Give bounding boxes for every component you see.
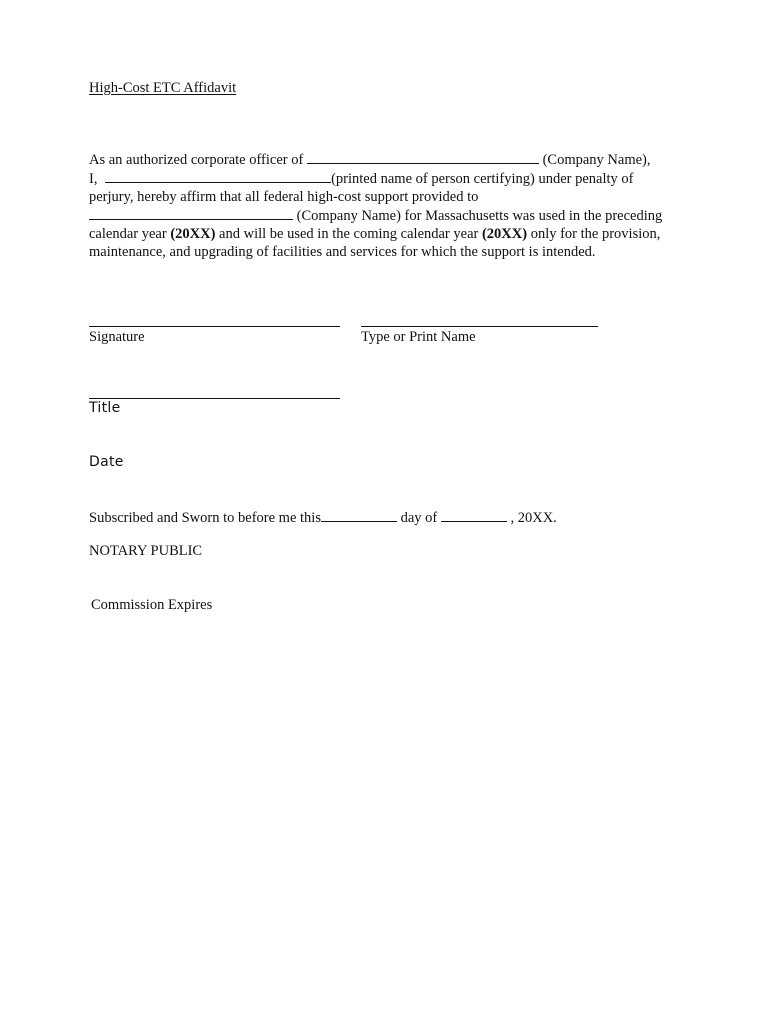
print-name-line[interactable] xyxy=(361,326,598,327)
line2-head: I, xyxy=(89,171,98,187)
printed-name-blank[interactable] xyxy=(105,169,331,183)
affidavit-paragraph xyxy=(89,150,709,261)
commission-expires-label: Commission Expires xyxy=(91,597,213,613)
coming-year: (20XX) xyxy=(481,226,528,242)
line5-a: calendar year xyxy=(89,226,167,242)
signature-label: Signature xyxy=(89,329,145,345)
company-name-blank-1[interactable] xyxy=(307,150,539,164)
sworn-suffix: , 20XX. xyxy=(510,510,557,526)
sworn-prefix: Subscribed and Sworn to before me this xyxy=(89,510,321,526)
notary-public-label: NOTARY PUBLIC xyxy=(89,543,203,559)
sworn-day-blank[interactable] xyxy=(321,508,397,522)
signature-line[interactable] xyxy=(89,326,340,327)
title-line[interactable] xyxy=(89,398,340,399)
print-name-label: Type or Print Name xyxy=(361,329,476,345)
paragraph-line-6: maintenance, and upgrading of facilities and services for which the support is intended. xyxy=(89,244,596,260)
paragraph-line-2 xyxy=(89,169,709,188)
line1-tail: (Company Name), xyxy=(542,152,651,168)
line2-tail: (printed name of person certifying) under penalty of xyxy=(331,171,634,187)
paragraph-line-5 xyxy=(89,225,709,243)
paragraph-line-4 xyxy=(89,206,709,225)
paragraph-line-3: perjury, hereby affirm that all federal high-cost support provided to xyxy=(89,189,479,205)
preceding-year: (20XX) xyxy=(170,226,216,242)
line1-text: As an authorized corporate officer of xyxy=(89,152,304,168)
line5-b: and will be used in the coming calendar year xyxy=(219,226,479,242)
sworn-middle: day of xyxy=(400,510,438,526)
sworn-statement xyxy=(89,508,557,527)
line5-c: only for the provision, xyxy=(530,226,661,242)
paragraph-line-1 xyxy=(89,150,709,169)
line4-tail: (Company Name) for Massachusetts was used in the preceding xyxy=(296,208,663,224)
document-title: High-Cost ETC Affidavit xyxy=(89,80,237,96)
company-name-blank-2[interactable] xyxy=(89,206,293,220)
sworn-month-blank[interactable] xyxy=(441,508,507,522)
title-label: Title xyxy=(89,400,121,416)
date-label: Date xyxy=(89,454,124,470)
